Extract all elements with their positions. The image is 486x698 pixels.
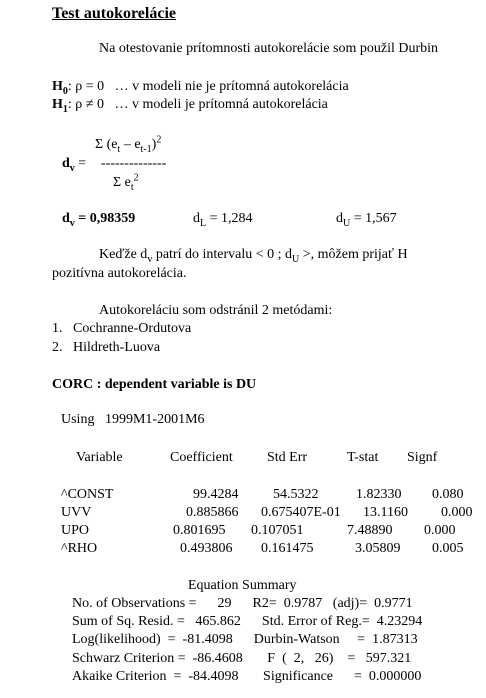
h0-sub: 0 <box>62 85 68 97</box>
dv-sub: v <box>69 217 75 229</box>
table-cell-stderr: 0.107051 <box>251 523 304 538</box>
dl-sub: L <box>200 217 207 229</box>
col-header-signf: Signf <box>407 450 438 465</box>
formula-dashes: -------------- <box>101 156 167 171</box>
table-cell-coefficient: 99.4284 <box>193 487 239 502</box>
table-cell-signf: 0.005 <box>432 541 464 556</box>
table-cell-stderr: 54.5322 <box>273 487 319 502</box>
concl-a: Keďže d <box>99 247 148 262</box>
h1-label: H <box>52 97 63 112</box>
concl-sub1: v <box>147 253 153 265</box>
hypothesis-h1 <box>52 97 328 115</box>
summary-line: Akaike Criterion = -84.4098 Significance = 0.000000 <box>72 669 422 684</box>
col-header-stderr: Std Err <box>267 450 308 465</box>
concl-c: >, môžem prijať H <box>299 247 408 262</box>
method-name: Cochranne-Ordutova <box>73 321 192 336</box>
method-item <box>52 322 191 336</box>
num-sub2: t-1 <box>140 143 152 155</box>
lhs-sub: v <box>69 162 75 174</box>
using-label: Using <box>61 412 95 427</box>
den-sub: t <box>130 181 134 193</box>
result-dl <box>193 211 253 229</box>
table-cell-coefficient: 0.801695 <box>173 523 226 538</box>
num-sub1: t <box>117 143 121 155</box>
method-item <box>52 341 160 355</box>
page-title: Test autokorelácie <box>52 5 176 22</box>
dl-label: d <box>193 211 200 226</box>
conclusion-line2: pozitívna autokorelácia. <box>52 266 187 281</box>
table-cell-coefficient: 0.493806 <box>180 541 233 556</box>
col-header-variable: Variable <box>76 450 123 465</box>
dv-value: = 0,98359 <box>74 211 136 226</box>
num-part3: ) <box>151 137 157 152</box>
summary-line: Log(likelihood) = -81.4098 Durbin-Watson = 1.87313 <box>72 632 418 647</box>
h0-label: H <box>52 79 63 94</box>
dv-label: d <box>62 211 70 226</box>
table-cell-signf: 0.000 <box>441 505 473 520</box>
table-cell-signf: 0.000 <box>424 523 456 538</box>
summary-line: Sum of Sq. Resid. = 465.862 Std. Error of Reg.= 4.23294 <box>72 614 423 629</box>
lhs-eq: = <box>74 156 87 171</box>
du-label: d <box>336 211 343 226</box>
table-cell-variable: ^CONST <box>61 487 114 502</box>
h0-expr: : ρ = 0 <box>67 79 105 94</box>
num-sup: 2 <box>156 134 162 146</box>
table-cell-tstat: 7.48890 <box>347 523 393 538</box>
corc-heading: CORC : dependent variable is DU <box>52 377 257 392</box>
du-value: = 1,567 <box>350 211 397 226</box>
summary-title: Equation Summary <box>188 578 297 593</box>
result-dv <box>62 211 136 229</box>
table-cell-stderr: 0.161475 <box>261 541 314 556</box>
intro-text: Na otestovanie prítomnosti autokorelácie som použil Durbin <box>99 41 439 56</box>
using-range: 1999M1-2001M6 <box>104 412 205 427</box>
table-cell-tstat: 1.82330 <box>356 487 402 502</box>
table-cell-tstat: 3.05809 <box>355 541 401 556</box>
table-cell-variable: UVV <box>61 505 92 520</box>
den-part: Σ e <box>113 175 131 190</box>
summary-line: Schwarz Criterion = -86.4608 F ( 2, 26) = 597.321 <box>72 651 412 666</box>
h0-desc: … v modeli nie je prítomná autokorelácia <box>114 79 349 94</box>
col-header-coefficient: Coefficient <box>170 450 233 465</box>
conclusion-line1 <box>99 247 408 265</box>
hypothesis-h0 <box>52 79 349 97</box>
table-cell-stderr: 0.675407E-01 <box>261 505 341 520</box>
table-cell-variable: ^RHO <box>61 541 98 556</box>
formula-lhs <box>62 156 87 174</box>
table-cell-variable: UPO <box>61 523 90 538</box>
method-name: Hildreth-Luova <box>73 340 161 355</box>
concl-sub2: U <box>292 253 300 265</box>
h1-sub: 1 <box>62 103 68 115</box>
h1-desc: … v modeli je prítomná autokorelácia <box>114 97 328 112</box>
table-cell-signf: 0.080 <box>432 487 464 502</box>
table-cell-tstat: 13.1160 <box>363 505 408 520</box>
summary-line: No. of Observations = 29 R2= 0.9787 (adj)= 0.9771 <box>72 596 413 611</box>
lhs-d: d <box>62 156 70 171</box>
dl-value: = 1,284 <box>206 211 253 226</box>
method-num: 1. <box>52 321 63 336</box>
formula-numerator <box>95 134 162 155</box>
table-cell-coefficient: 0.885866 <box>186 505 239 520</box>
formula-denominator <box>113 172 139 193</box>
using-line <box>61 413 205 427</box>
du-sub: U <box>343 217 351 229</box>
h1-expr: : ρ ≠ 0 <box>67 97 104 112</box>
num-part1: Σ (e <box>95 137 118 152</box>
col-header-tstat: T-stat <box>347 450 379 465</box>
methods-intro: Autokoreláciu som odstránil 2 metódami: <box>99 303 333 318</box>
den-sup: 2 <box>133 172 139 184</box>
concl-b: patrí do intervalu < 0 ; d <box>152 247 293 262</box>
method-num: 2. <box>52 340 63 355</box>
result-du <box>336 211 397 229</box>
num-part2: – e <box>120 137 141 152</box>
